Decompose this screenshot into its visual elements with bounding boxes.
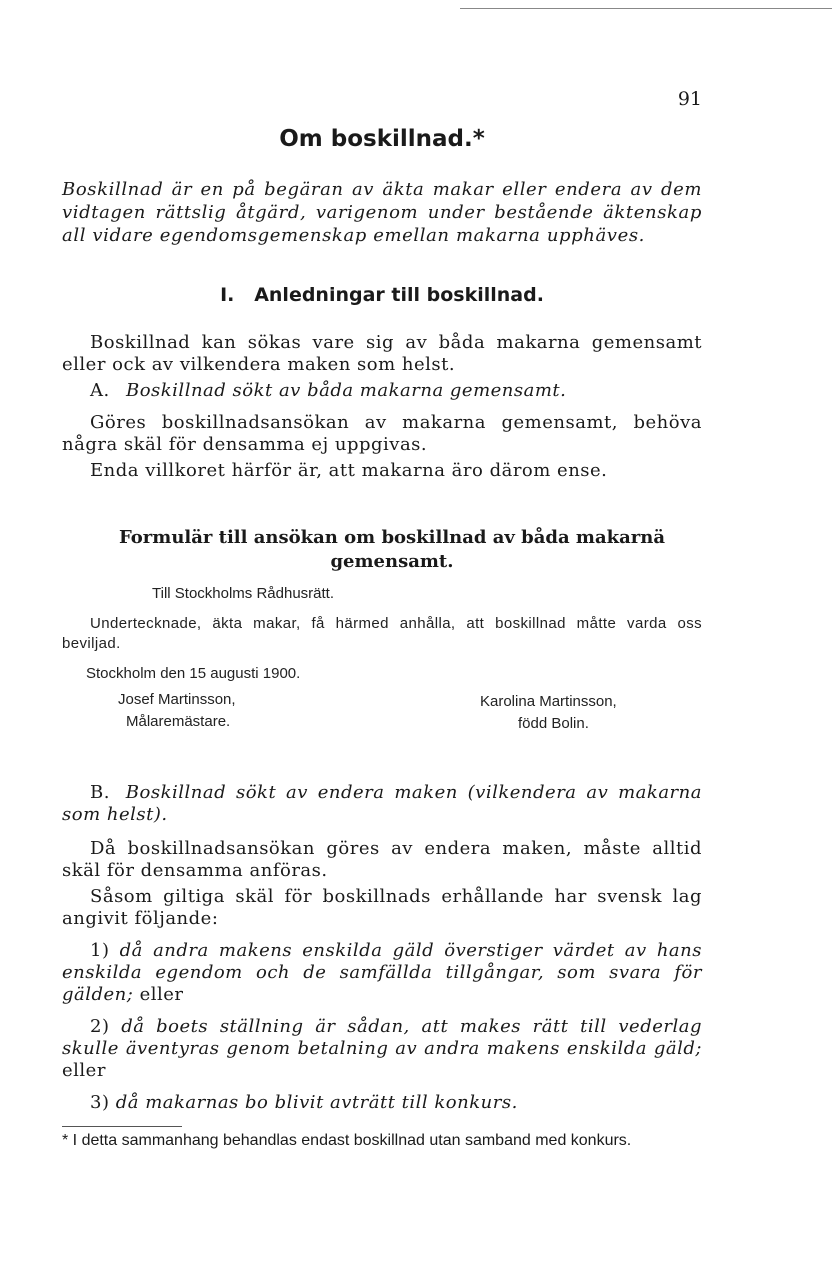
page-number: 91 [677,88,702,110]
signer-2-title: född Bolin. [518,715,589,732]
case-b-heading-block [62,782,702,826]
case-a-label: A. [90,380,110,401]
list-item-1-text: då andra makens enskilda gäld överstiger värdet av hans enskilda egendom och de samfällda tillgångar, som svara för gälden; [62,940,702,1005]
section-heading: I. Anledningar till boskillnad. [220,284,544,306]
form-place-date: Stockholm den 15 augusti 1900. [86,665,301,682]
form-title: Formulär till ansökan om boskillnad av båda makarnä gemensamt. [118,527,665,572]
list-item-1 [62,940,702,1006]
list-item-3-text: då makarnas bo blivit avträtt till konkurs. [115,1092,518,1113]
case-a-paragraph-2: Enda villkoret härför är, att makarna äro därom ense. [90,460,608,481]
case-b-paragraph-1: Då boskillnadsansökan göres av endera maken, måste alltid skäl för densamma anföras. [62,838,702,881]
list-item-3 [62,1092,702,1114]
definition-paragraph: Boskillnad är en på begäran av äkta makar eller endera av dem vidtagen rättslig åtgärd, varigenom under bestående äktenskap all vidare egendomsgemenskap emellan makarna upphäves. [62,179,702,246]
list-item-3-num: 3) [90,1092,110,1113]
page-title: Om boskillnad.* [279,126,485,152]
list-item-2 [62,1016,702,1082]
form-court: Till Stockholms Rådhusrätt. [152,585,335,602]
form-body: Undertecknade, äkta makar, få härmed anhålla, att boskillnad måtte varda oss beviljad. [62,615,702,652]
signer-1-name: Josef Martinsson, [118,691,236,708]
case-a-paragraph-1: Göres boskillnadsansökan av makarna gemensamt, behöva några skäl för densamma ej uppgivas. [62,412,702,455]
footnote: * I detta sammanhang behandlas endast boskillnad utan samband med konkurs. [62,1132,632,1149]
case-b-label: B. [90,782,110,803]
case-a-heading: Boskillnad sökt av båda makarna gemensamt. [125,380,567,401]
case-a-heading-line [90,380,702,402]
list-item-2-num: 2) [90,1016,110,1037]
signer-1-title: Målaremästare. [126,713,231,730]
case-b-paragraph-2: Såsom giltiga skäl för boskillnads erhållande har svensk lag angivit följande: [62,886,702,929]
list-item-1-tail: eller [139,984,184,1005]
list-item-1-num: 1) [90,940,110,961]
footnote-rule [62,1126,182,1127]
signer-2-name: Karolina Martinsson, [480,693,617,710]
intro-paragraph: Boskillnad kan sökas vare sig av båda makarna gemensamt eller ock av vilkendera maken som helst. [62,332,702,375]
top-rule [460,8,832,9]
list-item-2-tail: eller [62,1060,106,1081]
case-b-heading: Boskillnad sökt av endera maken (vilkendera av makarna som helst). [62,782,702,825]
list-item-2-text: då boets ställning är sådan, att makes rätt till vederlag skulle äventyras genom betalning av andra makens enskilda gäld; [62,1016,702,1059]
